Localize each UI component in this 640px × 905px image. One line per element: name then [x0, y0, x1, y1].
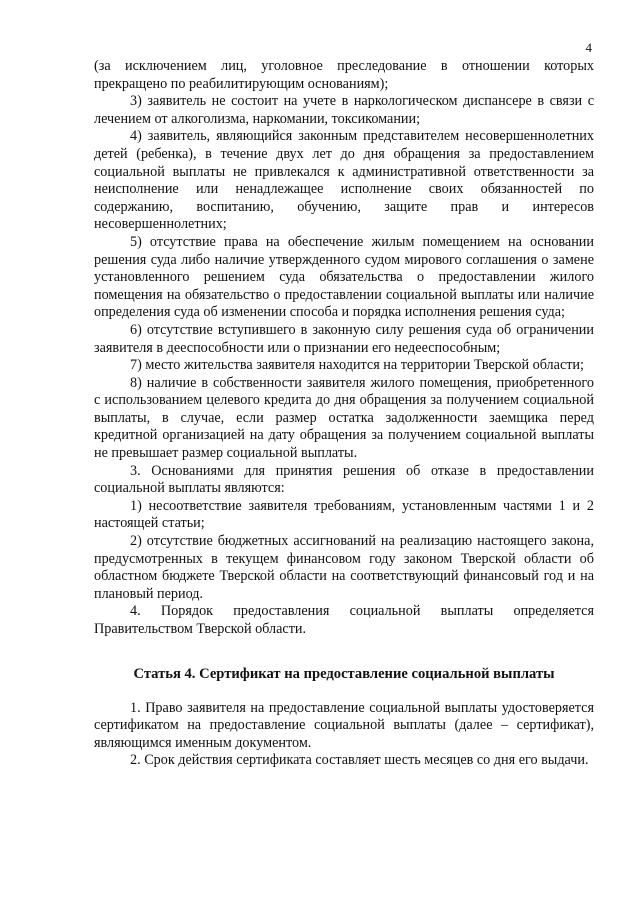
page-number: 4	[585, 40, 592, 55]
article-paragraph-2: 2. Срок действия сертификата составляет шесть месяцев со дня его выдачи.	[130, 752, 589, 769]
paragraph-item-6: 6) отсутствие вступившего в законную силу решения суда об ограничении заявителя в дееспособности или о признании его недееспособным;	[94, 321, 594, 356]
paragraph-item-8: 8) наличие в собственности заявителя жилого помещения, приобретенного с использованием целевого кредита до дня обращения за получением социальной выплаты, в случае, если размер остатка задолженности заемщика перед кредитной организацией на дату обращения за получением социальной выплаты не превышает размер социальной выплаты.	[94, 374, 594, 462]
paragraph-item-4: 4) заявитель, являющийся законным представителем несовершеннолетних детей (ребенка), в течение двух лет до дня обращения за предоставлением социальной выплаты не привлекался к административной ответственности за неисполнение или ненадлежащее исполнение своих обязанностей по содержанию, воспитанию, обучению, защите прав и интересов несовершеннолетних;	[94, 128, 594, 233]
article-paragraph-1: 1. Право заявителя на предоставление социальной выплаты удостоверяется сертификатом на предоставление социальной выплаты (далее – сертификат), являющимся именным документом.	[94, 699, 594, 751]
article-title: Статья 4. Сертификат на предоставление социальной выплаты	[133, 665, 555, 682]
paragraph-part-3: 3. Основаниями для принятия решения об отказе в предоставлении социальной выплаты являются:	[94, 462, 594, 497]
paragraph-refusal-1: 1) несоответствие заявителя требованиям, установленным частями 1 и 2 настоящей статьи;	[94, 497, 594, 532]
document-body	[94, 58, 594, 770]
paragraph-item-5: 5) отсутствие права на обеспечение жилым помещением на основании решения суда либо наличие утвержденного судом мирового соглашения о замене установленного решением суда обязательства о предоставлении жилого помещения на обязательство о предоставлении социальной выплаты или наличие определения суда об изменении способа и порядка исполнения решения суда;	[94, 233, 594, 321]
paragraph-item-3: 3) заявитель не состоит на учете в наркологическом диспансере в связи с лечением от алкоголизма, наркомании, токсикомании;	[94, 93, 594, 127]
paragraph-part-4: 4. Порядок предоставления социальной выплаты определяется Правительством Тверской области.	[94, 603, 594, 637]
paragraph-refusal-2: 2) отсутствие бюджетных ассигнований на реализацию настоящего закона, предусмотренных в текущем финансовом году законом Тверской области об областном бюджете Тверской области на соответствующий финансовый год и на плановый период.	[94, 533, 594, 602]
paragraph-continuation: (за исключением лиц, уголовное преследование в отношении которых прекращено по реабилитирующим основаниям);	[94, 58, 594, 92]
paragraph-item-7: 7) место жительства заявителя находится на территории Тверской области;	[130, 357, 584, 374]
